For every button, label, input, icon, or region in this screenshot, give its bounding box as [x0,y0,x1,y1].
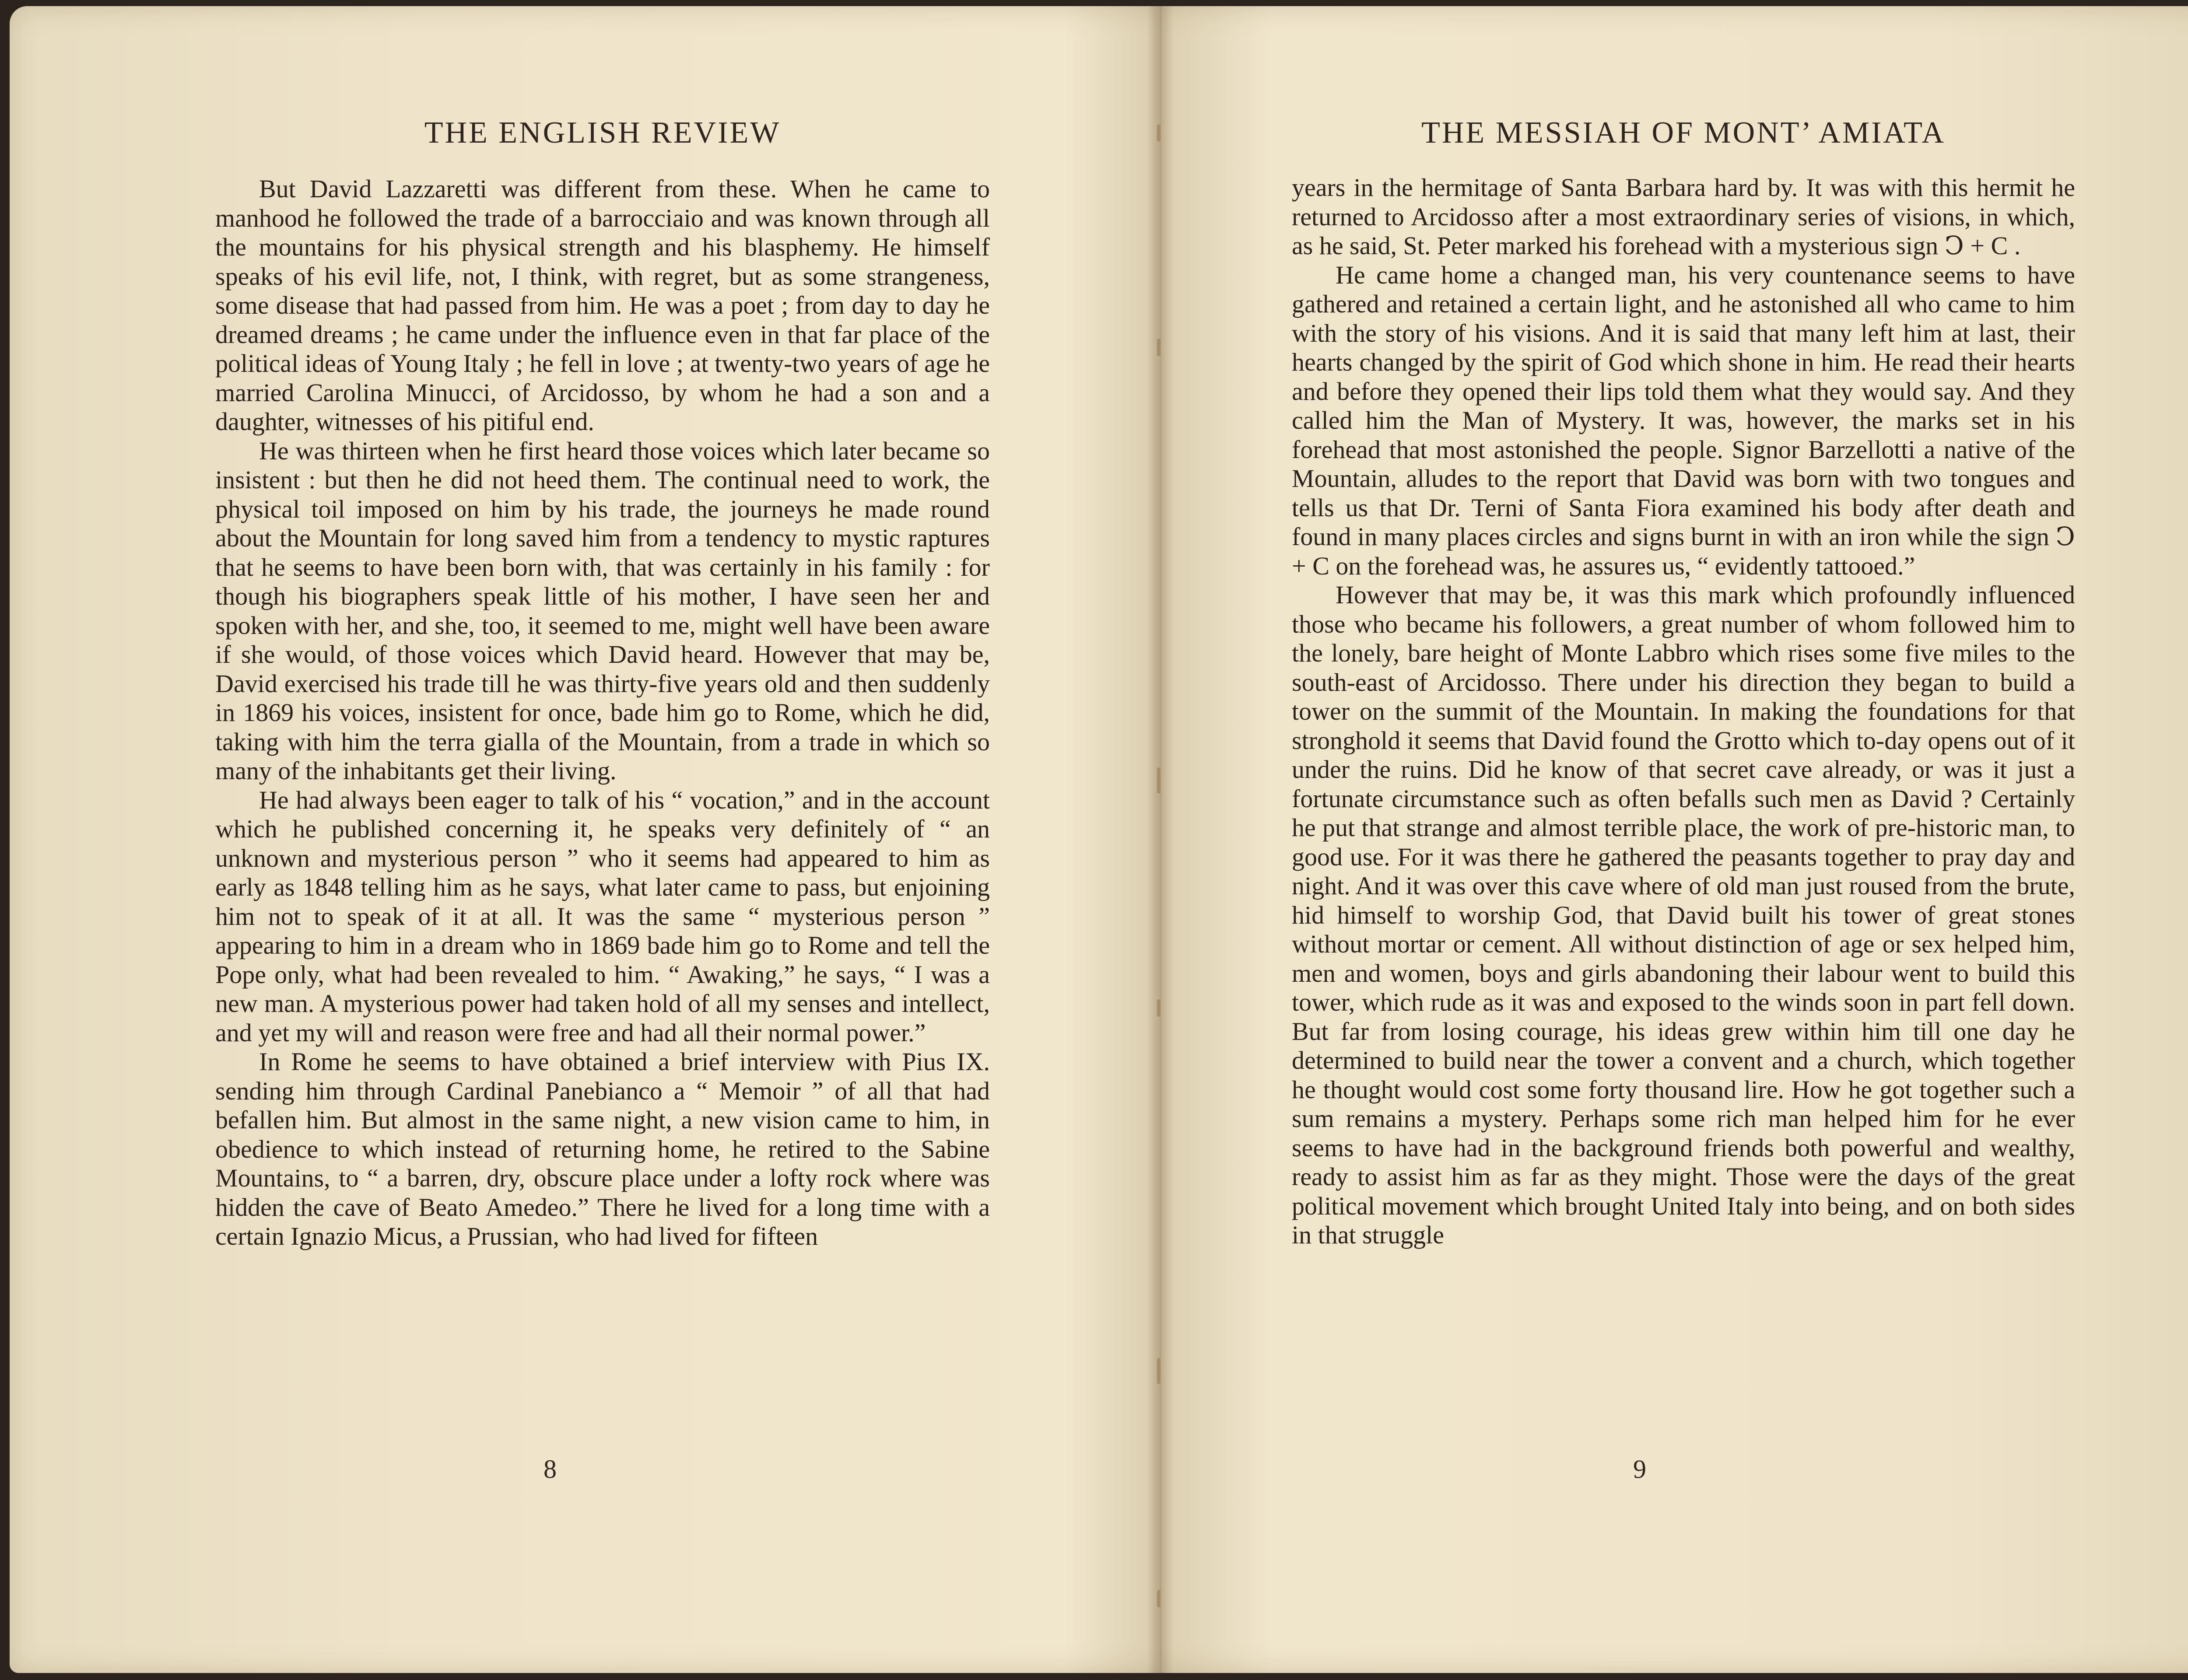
paragraph: years in the hermitage of Santa Barbara hard by. It was with this hermit he returned to Arcidosso after a most extraordinary series of visions, in which, as he said, St. Peter marked his forehead with a mysterious sign Ↄ + C . [1292,173,2075,260]
paragraph: However that may be, it was this mark which profoundly influenced those who became his followers, a great number of whom followed him to the lonely, bare height of Monte Labbro which rises some five miles to the south-east of Arcidosso. There under his direction they began to build a tower on the summit of the Mountain. In making the foundations for that stronghold it seems that David found the Grotto which to-day opens out of it under the ruins. Did he know of that secret cave already, or was it just a fortunate circumstance such as often befalls such men as David ? Certainly he put that strange and almost terrible place, the work of pre-historic man, to good use. For it was there he gathered the peasants together to pray day and night. And it was over this cave where of old man just roused from the brute, hid himself to worship God, that David built his tower of great stones without mortar or cement. All without distinction of age or sex helped him, men and women, boys and girls abandoning their labour went to build this tower, which rude as it was and exposed to the winds soon in part fell down. But far from losing courage, his ideas grew within him till one day he determined to build near the tower a convent and a church, which together he thought would cost some forty thousand lire. How he got together such a sum remains a mystery. Perhaps some rich man helped him for he ever seems to have had in the background friends both powerful and wealthy, ready to assist him as far as they might. Those were the days of the great political movement which brought United Italy into being, and on both sides in that struggle [1292,581,2075,1249]
page-body [1292,173,2075,1250]
paragraph: He had always been eager to talk of his “ vocation,” and in the account which he published concerning it, he speaks very definitely of “ an unknown and mysterious person ” who it seems had appeared to him as early as 1848 telling him as he says, what later came to pass, but enjoining him not to speak of it at all. It was the same “ mysterious person ” appearing to him in a dream who in 1869 bade him go to Rome and tell the Pope only, what had been revealed to him. “ Awaking,” he says, “ I was a new man. A mysterious power had taken hold of all my senses and intellect, and yet my will and reason were free and had all their normal power.” [215,785,990,1047]
binding-stitch [1157,767,1161,794]
binding-stitch [1157,1358,1161,1384]
page-number: 9 [1633,1455,1646,1484]
page-body [215,175,990,1251]
running-head: THE MESSIAH OF MONT’ AMIATA [1421,116,1946,150]
binding-stitch [1157,124,1161,142]
running-head: THE ENGLISH REVIEW [424,116,781,150]
page-number: 8 [543,1455,557,1484]
paragraph: In Rome he seems to have obtained a brief interview with Pius IX. sending him through Cardinal Panebianco a “ Memoir ” of all that had befallen him. But almost in the same night, a new vision came to him, in obedience to which instead of returning home, he retired to the Sabine Mountains, to “ a barren, dry, obscure place under a lofty rock where was hidden the cave of Beato Amedeo.” There he lived for a long time with a certain Ignazio Micus, a Prussian, who had lived for fifteen [215,1047,990,1250]
book-gutter [1147,6,1174,1673]
binding-stitch [1157,999,1161,1017]
binding-stitch [1157,1590,1161,1607]
paragraph: He was thirteen when he first heard those voices which later became so insistent : but then he did not heed them. The continual need to work, the physical toil imposed on him by his trade, the journeys he made round about the Mountain for long saved him from a tendency to mystic raptures that he seems to have been born with, that was certainly in his family : for though his biographers speak little of his mother, I have seen her and spoken with her, and she, too, it seemed to me, might well have been aware if she would, of those voices which David heard. However that may be, David exercised his trade till he was thirty-five years old and then suddenly in 1869 his voices, insistent for once, bade him go to Rome, which he did, taking with him the terra gialla of the Mountain, from a trade in which so many of the inhabitants get their living. [215,436,990,785]
paragraph: But David Lazzaretti was different from these. When he came to manhood he followed the trade of a barrocciaio and was known through all the mountains for his physical strength and his blasphemy. He himself speaks of his evil life, not, I think, with regret, but as some strangeness, some disease that had passed from him. He was a poet ; from day to day he dreamed dreams ; he came under the influence even in that far place of the political ideas of Young Italy ; he fell in love ; at twenty-two years of age he married Carolina Minucci, of Arcidosso, by whom he had a son and a daughter, witnesses of his pitiful end. [215,175,990,436]
binding-stitch [1157,339,1161,356]
book-spread [10,6,2188,1673]
paragraph: He came home a changed man, his very countenance seems to have gathered and retained a certain light, and he astonished all who came to him with the story of his visions. And it is said that many left him at last, their hearts changed by the spirit of God which shone in him. He read their hearts and before they opened their lips told them what they would say. And they called him the Man of Mystery. It was, however, the marks set in his forehead that most astonished the people. Signor Barzellotti a native of the Mountain, alludes to the report that David was born with two tongues and tells us that Dr. Terni of Santa Fiora examined his body after death and found in many places circles and signs burnt in with an iron while the sign Ↄ + C on the forehead was, he assures us, “ evidently tattooed.” [1292,260,2075,580]
